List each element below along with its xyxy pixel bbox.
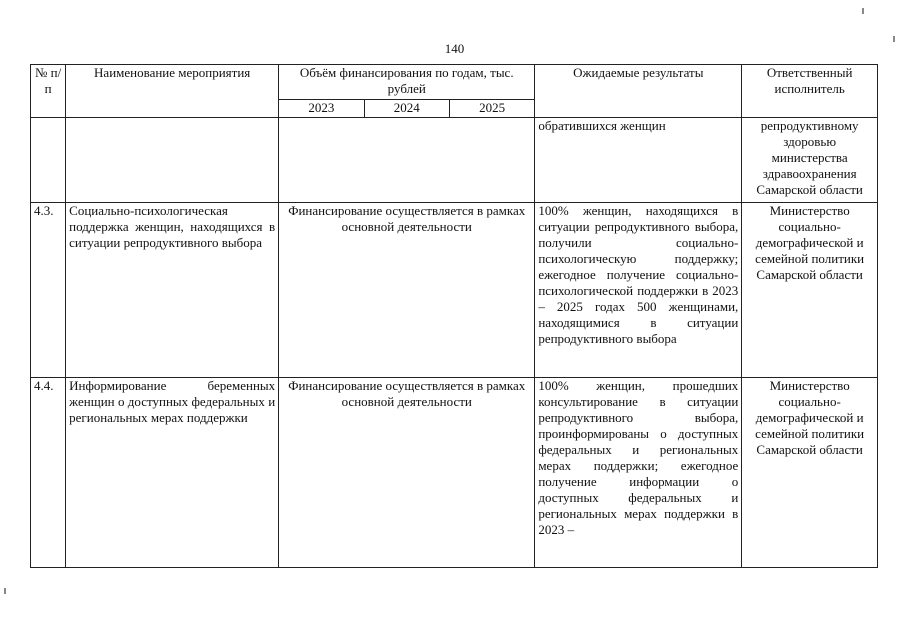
row-num: 4.3. <box>31 203 66 378</box>
row-funding <box>279 118 535 203</box>
row-results: 100% женщин, прошедших консультирование в ситуации репродуктивного выбора, проинформированы о доступных федеральных и региональных мерах поддержки; ежегодное получение информации о доступных федеральных и региональных мерах поддержки в 2023 – <box>535 378 742 568</box>
table-row <box>31 118 878 203</box>
row-num <box>31 118 66 203</box>
page-number: 140 <box>444 41 465 56</box>
table-row <box>31 203 878 378</box>
row-name <box>66 118 279 203</box>
table-header-row <box>31 65 878 100</box>
row-funding: Финансирование осуществляется в рамках основной деятельности <box>279 203 535 378</box>
row-results: 100% женщин, находящихся в ситуации репродуктивного выбора, получили социально-психологическую поддержку; ежегодное получение социально-психологической поддержки в 2023 – 2025 годах 500 женщинами, находящимися в ситуации репродуктивного выбора <box>535 203 742 378</box>
header-results: Ожидаемые результаты <box>535 65 742 118</box>
scan-mark <box>893 36 895 42</box>
row-results: обратившихся женщин <box>535 118 742 203</box>
row-name: Социально-психологическая поддержка женщин, находящихся в ситуации репродуктивного выбора <box>66 203 279 378</box>
header-funding: Объём финансирования по годам, тыс. рублей <box>279 65 535 100</box>
row-responsible: Министерство социально-демографической и семейной политики Самарской области <box>742 378 878 568</box>
header-year-2025: 2025 <box>449 100 534 118</box>
header-year-2023: 2023 <box>279 100 364 118</box>
header-name: Наименование мероприятия <box>66 65 279 118</box>
header-year-2024: 2024 <box>364 100 449 118</box>
scan-mark <box>4 588 6 594</box>
row-responsible: Министерство социально-демографической и семейной политики Самарской области <box>742 203 878 378</box>
header-num: № п/п <box>31 65 66 118</box>
row-name: Информирование беременных женщин о доступных федеральных и региональных мерах поддержки <box>66 378 279 568</box>
table-row <box>31 378 878 568</box>
scan-mark <box>862 8 864 14</box>
header-responsible: Ответственный исполнитель <box>742 65 878 118</box>
row-funding: Финансирование осуществляется в рамках основной деятельности <box>279 378 535 568</box>
measures-table <box>30 64 878 568</box>
row-responsible: репродуктивному здоровью министерства здравоохранения Самарской области <box>742 118 878 203</box>
row-num: 4.4. <box>31 378 66 568</box>
